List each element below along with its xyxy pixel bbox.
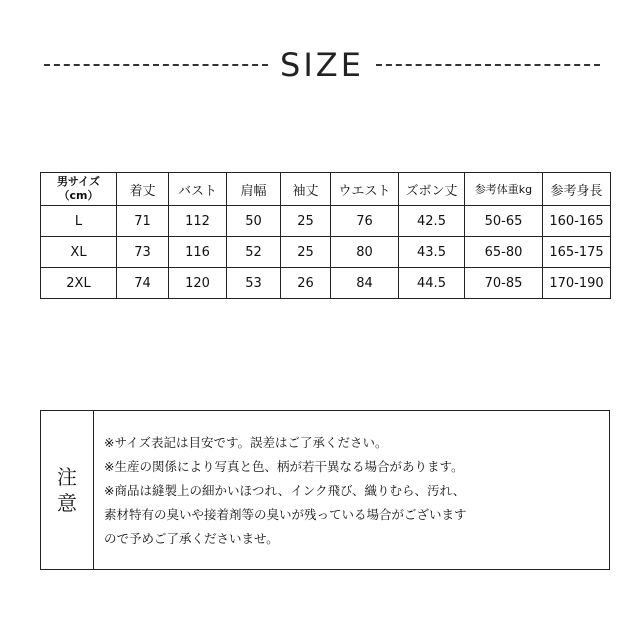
- table-cell: 26: [281, 268, 331, 299]
- table-cell: 74: [117, 268, 169, 299]
- notes-box: [40, 410, 610, 570]
- page-title: SIZE: [280, 46, 364, 84]
- table-cell: 71: [117, 206, 169, 237]
- title-divider-left: [44, 64, 268, 66]
- table-row: [41, 237, 611, 268]
- header-cell: バスト: [169, 173, 227, 206]
- header-cell: 参考体重kg: [465, 173, 543, 206]
- table-cell: 170-190: [543, 268, 611, 299]
- table-cell: 70-85: [465, 268, 543, 299]
- size-cell: XL: [41, 237, 117, 268]
- header-size-label: 男サイズ （cm）: [41, 173, 117, 206]
- table-cell: 50: [227, 206, 281, 237]
- note-line: ※商品は縫製上の細かいほつれ、インク飛び、織りむら、汚れ、: [104, 483, 466, 498]
- table-cell: 80: [331, 237, 399, 268]
- note-line: ※生産の関係により写真と色、柄が若干異なる場合があります。: [104, 459, 464, 474]
- notes-label: [41, 411, 94, 569]
- table-cell: 25: [281, 206, 331, 237]
- notes-body: [94, 411, 609, 569]
- table-cell: 53: [227, 268, 281, 299]
- table-cell: 160-165: [543, 206, 611, 237]
- header-cell: 着丈: [117, 173, 169, 206]
- title-row: [44, 40, 600, 90]
- table-cell: 120: [169, 268, 227, 299]
- notes-label-char: 注: [57, 465, 77, 489]
- table-header-row: [41, 173, 611, 206]
- table-cell: 73: [117, 237, 169, 268]
- title-divider-right: [376, 64, 600, 66]
- table-cell: 42.5: [399, 206, 465, 237]
- table-row: [41, 268, 611, 299]
- table-cell: 76: [331, 206, 399, 237]
- table-cell: 52: [227, 237, 281, 268]
- table-row: [41, 206, 611, 237]
- size-table: [40, 172, 611, 299]
- header-cell: 参考身長: [543, 173, 611, 206]
- header-cell: 肩幅: [227, 173, 281, 206]
- note-line: ※サイズ表記は目安です。誤差はご了承ください。: [104, 435, 388, 450]
- table-cell: 44.5: [399, 268, 465, 299]
- table-cell: 165-175: [543, 237, 611, 268]
- note-line: ので予めご了承くださいませ。: [104, 531, 279, 546]
- size-cell: 2XL: [41, 268, 117, 299]
- header-cell: ウエスト: [331, 173, 399, 206]
- header-cell: ズボン丈: [399, 173, 465, 206]
- table-cell: 50-65: [465, 206, 543, 237]
- notes-label-char: 意: [57, 491, 77, 515]
- table-cell: 112: [169, 206, 227, 237]
- size-cell: L: [41, 206, 117, 237]
- table-cell: 116: [169, 237, 227, 268]
- table-cell: 43.5: [399, 237, 465, 268]
- table-cell: 84: [331, 268, 399, 299]
- table-cell: 65-80: [465, 237, 543, 268]
- table-cell: 25: [281, 237, 331, 268]
- note-line: 素材特有の臭いや接着剤等の臭いが残っている場合がございます: [104, 507, 467, 522]
- header-cell: 袖丈: [281, 173, 331, 206]
